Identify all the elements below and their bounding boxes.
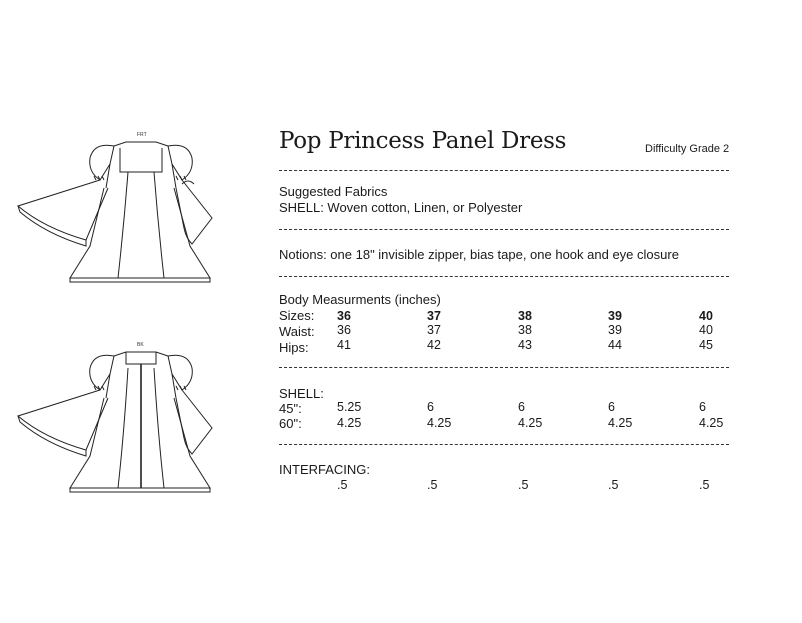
hips-cell: 41 [337, 338, 351, 352]
waist-cell: 36 [337, 323, 351, 337]
hips-cell: 42 [427, 338, 441, 352]
interfacing-heading: INTERFACING: [279, 462, 371, 477]
divider [279, 276, 729, 277]
back-sketch-label: BK [137, 342, 144, 348]
interfacing-cell: .5 [699, 478, 710, 492]
page-title: Pop Princess Panel Dress [279, 128, 567, 154]
hips-cell: 44 [608, 338, 622, 352]
size-cell: 40 [699, 309, 713, 323]
shell-45-cell: 5.25 [337, 400, 362, 414]
interfacing-cell: .5 [518, 478, 529, 492]
shell-60-cell: 4.25 [608, 416, 633, 430]
waist-cell: 39 [608, 323, 622, 337]
dress-back-drawing [14, 338, 214, 498]
divider [279, 444, 729, 445]
interfacing-cell: .5 [337, 478, 348, 492]
dress-front-drawing [14, 128, 214, 288]
notions-text: Notions: one 18" invisible zipper, bias tape, one hook and eye closure [279, 247, 679, 262]
interfacing-cell: .5 [608, 478, 619, 492]
width-60-label: 60": [279, 416, 302, 431]
waist-cell: 40 [699, 323, 713, 337]
shell-60-cell: 4.25 [427, 416, 452, 430]
divider [279, 229, 729, 230]
front-sketch [14, 128, 214, 288]
shell-60-cell: 4.25 [518, 416, 543, 430]
shell-heading: SHELL: [279, 386, 324, 401]
interfacing-cell: .5 [427, 478, 438, 492]
hips-label: Hips: [279, 340, 309, 355]
shell-60-cell: 4.25 [699, 416, 724, 430]
shell-45-cell: 6 [518, 400, 525, 414]
back-sketch [14, 338, 214, 498]
waist-cell: 37 [427, 323, 441, 337]
fabrics-heading: Suggested Fabrics [279, 184, 388, 199]
divider [279, 170, 729, 171]
width-45-label: 45": [279, 401, 302, 416]
hips-cell: 43 [518, 338, 532, 352]
hips-cell: 45 [699, 338, 713, 352]
waist-cell: 38 [518, 323, 532, 337]
difficulty-grade: Difficulty Grade 2 [645, 143, 730, 155]
waist-label: Waist: [279, 324, 315, 339]
shell-45-cell: 6 [699, 400, 706, 414]
divider [279, 367, 729, 368]
size-cell: 37 [427, 309, 441, 323]
size-cell: 39 [608, 309, 622, 323]
fabrics-shell: SHELL: Woven cotton, Linen, or Polyester [279, 200, 523, 215]
front-sketch-label: FRT [137, 132, 147, 138]
shell-45-cell: 6 [427, 400, 434, 414]
size-cell: 38 [518, 309, 532, 323]
sizes-label: Sizes: [279, 308, 315, 323]
shell-60-cell: 4.25 [337, 416, 362, 430]
measurements-heading: Body Measurments (inches) [279, 292, 441, 307]
shell-45-cell: 6 [608, 400, 615, 414]
size-cell: 36 [337, 309, 351, 323]
